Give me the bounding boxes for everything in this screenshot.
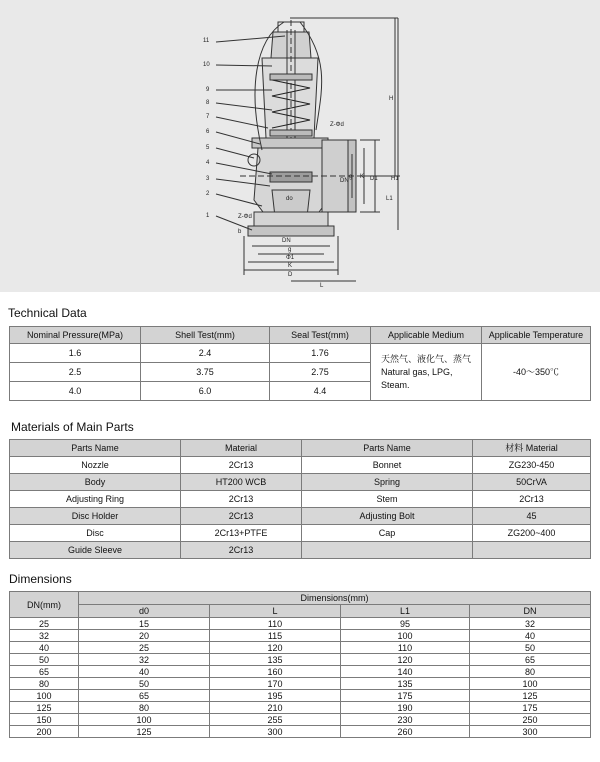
part-label-11: 11 — [203, 38, 210, 44]
header-parts-name-2: Parts Name — [302, 440, 473, 457]
dimension-cell: 125 — [470, 690, 591, 702]
material-cell: 2Cr13 — [473, 491, 591, 508]
table-row — [10, 525, 591, 542]
table-row — [10, 714, 591, 726]
part-name-cell: Guide Sleeve — [10, 542, 181, 559]
part-label-4: 4 — [206, 160, 210, 166]
dimension-cell: 40 — [79, 666, 210, 678]
table-row — [10, 618, 591, 630]
technical-data-title: Technical Data — [8, 306, 87, 320]
dimension-cell: 65 — [79, 690, 210, 702]
part-label-7: 7 — [206, 114, 210, 120]
table-row — [10, 344, 591, 363]
dim-label-D1: D1 — [370, 176, 378, 182]
table-row — [10, 678, 591, 690]
part-label-9: 9 — [206, 87, 210, 93]
dimension-cell: 140 — [341, 666, 470, 678]
dimension-cell: 300 — [470, 726, 591, 738]
dimension-cell: 195 — [210, 690, 341, 702]
valve-drawing — [0, 0, 600, 292]
dimension-cell: 32 — [470, 618, 591, 630]
seal-test-cell: 4.4 — [270, 382, 371, 401]
nominal-pressure-cell: 4.0 — [10, 382, 141, 401]
dimension-cell: 260 — [341, 726, 470, 738]
dimension-cell: 210 — [210, 702, 341, 714]
dimension-cell: 32 — [10, 630, 79, 642]
table-header-row — [10, 592, 591, 605]
header-shell-test: Shell Test(mm) — [141, 327, 270, 344]
shell-test-cell: 6.0 — [141, 382, 270, 401]
dim-label-D: D — [288, 272, 293, 278]
dim-label-zphid-outlet: Z-Φd — [330, 122, 344, 128]
dimension-cell: 40 — [470, 630, 591, 642]
header-material: Material — [181, 440, 302, 457]
dimension-cell: 110 — [210, 618, 341, 630]
dimension-cell: 160 — [210, 666, 341, 678]
medium-line-3: Steam. — [381, 379, 410, 390]
header-applicable-medium: Applicable Medium — [371, 327, 482, 344]
part-label-5: 5 — [206, 145, 210, 151]
dimension-cell: 135 — [210, 654, 341, 666]
material-cell: 2Cr13 — [181, 457, 302, 474]
table-header-row — [10, 327, 591, 344]
dimension-cell: 120 — [210, 642, 341, 654]
header-dn: DN(mm) — [10, 592, 79, 618]
dim-label-DN: DN — [340, 178, 349, 184]
part-name-cell — [302, 542, 473, 559]
part-name-cell: Bonnet — [302, 457, 473, 474]
part-label-6: 6 — [206, 129, 210, 135]
table-row — [10, 654, 591, 666]
header-dimensions-group: Dimensions(mm) — [79, 592, 591, 605]
dimension-cell: 50 — [10, 654, 79, 666]
table-row — [10, 474, 591, 491]
dimension-cell: 120 — [341, 654, 470, 666]
dimension-cell: 15 — [79, 618, 210, 630]
dimensions-table — [9, 591, 591, 738]
dim-label-H: H — [389, 96, 394, 102]
dimension-cell: 25 — [79, 642, 210, 654]
material-cell: 2Cr13 — [181, 491, 302, 508]
dim-label-phi1: Φ1 — [286, 255, 295, 261]
header-material-2: 材料 Material — [473, 440, 591, 457]
dim-label-do: do — [286, 196, 293, 202]
dim-label-g-bottom: g — [288, 247, 292, 253]
header-parts-name: Parts Name — [10, 440, 181, 457]
valve-cross-section-diagram — [0, 0, 600, 292]
dim-label-H1: H1 — [391, 176, 399, 182]
material-cell — [473, 542, 591, 559]
part-name-cell: Spring — [302, 474, 473, 491]
part-name-cell: Adjusting Ring — [10, 491, 181, 508]
dimension-cell: 175 — [341, 690, 470, 702]
materials-title: Materials of Main Parts — [11, 420, 134, 434]
dimension-cell: 100 — [10, 690, 79, 702]
nominal-pressure-cell: 2.5 — [10, 363, 141, 382]
materials-table — [9, 439, 591, 559]
material-cell: 2Cr13 — [181, 542, 302, 559]
dimension-cell: 50 — [470, 642, 591, 654]
part-name-cell: Nozzle — [10, 457, 181, 474]
part-name-cell: Cap — [302, 525, 473, 542]
applicable-medium-cell — [371, 344, 482, 401]
table-header-row — [10, 440, 591, 457]
shell-test-cell: 3.75 — [141, 363, 270, 382]
table-row — [10, 457, 591, 474]
dimension-cell: 20 — [79, 630, 210, 642]
dimension-cell: 300 — [210, 726, 341, 738]
dimension-cell: 80 — [79, 702, 210, 714]
material-cell: HT200 WCB — [181, 474, 302, 491]
table-row — [10, 726, 591, 738]
header-seal-test: Seal Test(mm) — [270, 327, 371, 344]
dim-label-L: L — [320, 283, 324, 289]
dimension-cell: 100 — [79, 714, 210, 726]
applicable-temperature-cell: -40～350℃ — [482, 344, 591, 401]
dimension-cell: 80 — [470, 666, 591, 678]
dimension-cell: 200 — [10, 726, 79, 738]
part-name-cell: Body — [10, 474, 181, 491]
dimension-cell: 125 — [79, 726, 210, 738]
dimension-cell: 25 — [10, 618, 79, 630]
medium-line-2: Natural gas, LPG, — [381, 366, 453, 377]
header-nominal-pressure: Nominal Pressure(MPa) — [10, 327, 141, 344]
part-label-2: 2 — [206, 191, 210, 197]
part-name-cell: Stem — [302, 491, 473, 508]
material-cell: 45 — [473, 508, 591, 525]
dimension-cell: 170 — [210, 678, 341, 690]
material-cell: ZG200~400 — [473, 525, 591, 542]
part-label-10: 10 — [203, 62, 210, 68]
dimension-cell: 175 — [470, 702, 591, 714]
table-row — [10, 542, 591, 559]
seal-test-cell: 1.76 — [270, 344, 371, 363]
dimension-cell: 250 — [470, 714, 591, 726]
table-row — [10, 690, 591, 702]
dim-label-b: b — [238, 229, 242, 235]
table-row — [10, 642, 591, 654]
table-row — [10, 491, 591, 508]
header-L1: L1 — [341, 605, 470, 618]
technical-data-table — [9, 326, 591, 401]
nominal-pressure-cell: 1.6 — [10, 344, 141, 363]
dimension-cell: 125 — [10, 702, 79, 714]
shell-test-cell: 2.4 — [141, 344, 270, 363]
dim-label-L1: L1 — [386, 196, 393, 202]
table-row — [10, 666, 591, 678]
material-cell: 2Cr13+PTFE — [181, 525, 302, 542]
dim-label-K: K — [360, 174, 365, 180]
header-applicable-temperature: Applicable Temperature — [482, 327, 591, 344]
dimension-cell: 230 — [341, 714, 470, 726]
material-cell: ZG230-450 — [473, 457, 591, 474]
dimensions-body — [10, 618, 591, 738]
dimension-cell: 135 — [341, 678, 470, 690]
table-row — [10, 508, 591, 525]
dimension-cell: 32 — [79, 654, 210, 666]
dimension-cell: 190 — [341, 702, 470, 714]
dim-label-g: g — [349, 174, 353, 180]
medium-line-1: 天然气、液化气、蒸气 — [381, 353, 472, 364]
dimension-cell: 80 — [10, 678, 79, 690]
dimension-cell: 40 — [10, 642, 79, 654]
dim-label-zphid-inlet: Z-Φd — [238, 214, 252, 220]
dim-label-DN-bottom: DN — [282, 238, 291, 244]
part-label-3: 3 — [206, 176, 210, 182]
part-label-1: 1 — [206, 213, 210, 219]
header-L: L — [210, 605, 341, 618]
table-row — [10, 702, 591, 714]
dimension-cell: 115 — [210, 630, 341, 642]
dimension-cell: 65 — [10, 666, 79, 678]
dimension-cell: 255 — [210, 714, 341, 726]
dimension-cell: 50 — [79, 678, 210, 690]
table-subheader-row — [10, 605, 591, 618]
dimension-cell: 100 — [470, 678, 591, 690]
dimension-cell: 65 — [470, 654, 591, 666]
dimension-cell: 150 — [10, 714, 79, 726]
dim-label-K-bottom: K — [288, 263, 293, 269]
part-name-cell: Disc Holder — [10, 508, 181, 525]
dimensions-title: Dimensions — [9, 572, 72, 586]
dimension-cell: 110 — [341, 642, 470, 654]
seal-test-cell: 2.75 — [270, 363, 371, 382]
dimension-cell: 100 — [341, 630, 470, 642]
table-row — [10, 630, 591, 642]
material-cell: 50CrVA — [473, 474, 591, 491]
part-label-8: 8 — [206, 100, 210, 106]
part-name-cell: Adjusting Bolt — [302, 508, 473, 525]
header-d0: d0 — [79, 605, 210, 618]
material-cell: 2Cr13 — [181, 508, 302, 525]
dimension-cell: 95 — [341, 618, 470, 630]
part-name-cell: Disc — [10, 525, 181, 542]
header-dn-sub: DN — [470, 605, 591, 618]
